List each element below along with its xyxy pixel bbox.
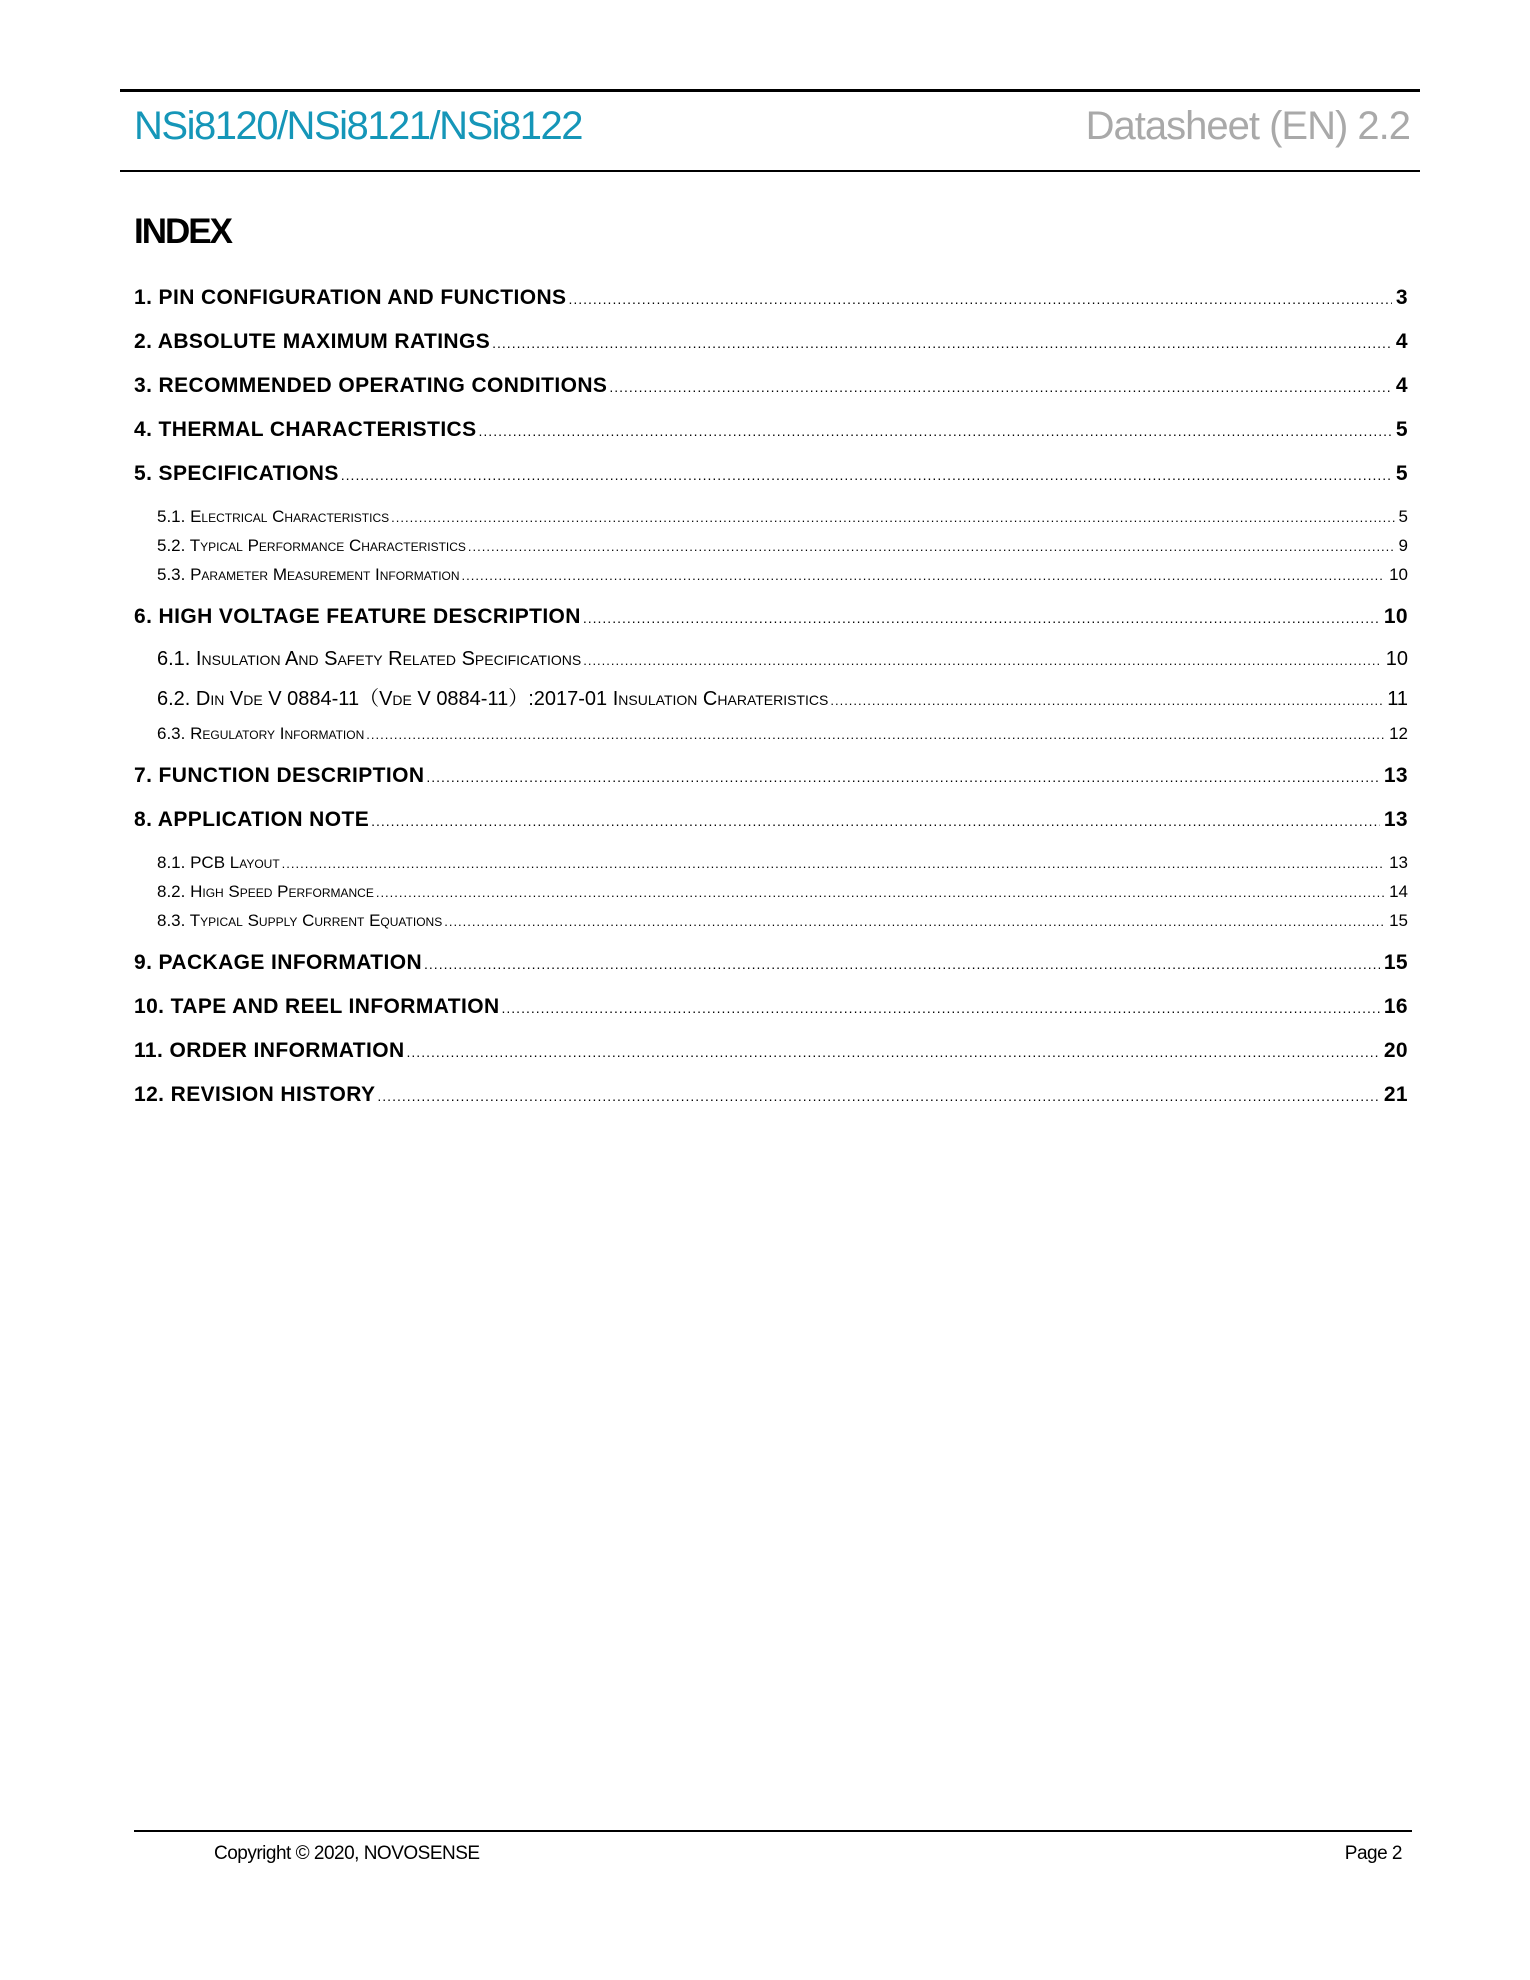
toc-entry[interactable] (134, 320, 1408, 364)
toc-leader (366, 720, 1385, 748)
toc-entry-label: 11. ORDER INFORMATION (134, 1039, 405, 1062)
toc-leader (502, 986, 1380, 1029)
toc-leader (583, 641, 1382, 679)
toc-leader (479, 409, 1392, 452)
toc-entry-label: 12. REVISION HISTORY (134, 1083, 376, 1106)
toc-subentry[interactable] (134, 679, 1408, 719)
toc-leader (568, 277, 1391, 320)
toc-subentry[interactable] (134, 531, 1408, 560)
footer-rule (134, 1830, 1412, 1832)
toc-subentry-label: 5.3. Parameter Measurement Information (157, 565, 460, 584)
toc-entry-page: 13 (1383, 764, 1408, 787)
header-bottom-rule (120, 170, 1420, 172)
toc-entry[interactable] (134, 452, 1408, 496)
toc-leader (468, 532, 1395, 560)
toc-entry-label: 1. PIN CONFIGURATION AND FUNCTIONS (134, 286, 567, 309)
toc-entry-page: 20 (1383, 1039, 1408, 1062)
toc-subentry-label: 8.2. High Speed Performance (157, 882, 374, 901)
toc-entry-page: 4 (1395, 330, 1408, 353)
toc-entry-label: 7. FUNCTION DESCRIPTION (134, 764, 425, 787)
toc-entry-label: 5. SPECIFICATIONS (134, 462, 339, 485)
toc-subentry-label: 5.1. Electrical Characteristics (157, 507, 390, 526)
toc-leader (462, 561, 1386, 589)
toc-subentry-label: 6.3. Regulatory Information (157, 724, 365, 743)
toc-subentry[interactable] (134, 877, 1408, 906)
toc-entry-page: 15 (1383, 951, 1408, 974)
toc-subentry[interactable] (134, 560, 1408, 589)
toc-subentry[interactable] (134, 906, 1408, 935)
toc-leader (492, 321, 1392, 364)
toc-leader (377, 1074, 1379, 1117)
toc-subentry[interactable] (134, 719, 1408, 748)
toc-entry-page: 21 (1383, 1083, 1408, 1106)
toc-entry-page: 13 (1383, 808, 1408, 831)
toc-entry-label: 3. RECOMMENDED OPERATING CONDITIONS (134, 374, 608, 397)
toc-subentry-page: 11 (1387, 688, 1408, 710)
toc-entry[interactable] (134, 276, 1408, 320)
toc-leader (444, 907, 1385, 935)
toc-subentry-page: 15 (1389, 911, 1408, 930)
toc-subentry-label: 6.1. Insulation And Safety Related Specifications (157, 648, 582, 670)
toc-subentry[interactable] (134, 639, 1408, 679)
toc-subentry-label: 5.2. Typical Performance Characteristics (157, 536, 466, 555)
toc-entry-label: 10. TAPE AND REEL INFORMATION (134, 995, 500, 1018)
table-of-contents (134, 276, 1408, 1117)
toc-entry[interactable] (134, 985, 1408, 1029)
toc-entry[interactable] (134, 754, 1408, 798)
toc-subentry-page: 12 (1389, 724, 1408, 743)
toc-subentry-label: 8.3. Typical Supply Current Equations (157, 911, 443, 930)
toc-leader (609, 365, 1392, 408)
toc-entry[interactable] (134, 941, 1408, 985)
toc-subentry[interactable] (134, 848, 1408, 877)
toc-subentry-label: 6.2. Din Vde V 0884-11（Vde V 0884-11）:2017-01 Insulation Charateristics (157, 688, 829, 710)
toc-subentry-page: 14 (1389, 882, 1408, 901)
toc-entry[interactable] (134, 364, 1408, 408)
copyright-notice: Copyright © 2020, NOVOSENSE (214, 1843, 480, 1864)
toc-leader (376, 878, 1385, 906)
toc-entry-page: 5 (1395, 418, 1408, 441)
document-title: NSi8120/NSi8121/NSi8122 (134, 104, 583, 148)
toc-entry-label: 4. THERMAL CHARACTERISTICS (134, 418, 477, 441)
header-top-rule (120, 89, 1420, 92)
toc-entry[interactable] (134, 408, 1408, 452)
toc-subentry-page: 10 (1385, 648, 1408, 670)
toc-entry-page: 16 (1383, 995, 1408, 1018)
toc-leader (341, 453, 1392, 496)
toc-subentry-page: 5 (1398, 507, 1408, 526)
toc-entry-label: 8. APPLICATION NOTE (134, 808, 370, 831)
toc-entry[interactable] (134, 1073, 1408, 1117)
toc-leader (282, 849, 1385, 877)
page-number: Page 2 (1344, 1843, 1402, 1864)
toc-entry-page: 5 (1395, 462, 1408, 485)
document-version: Datasheet (EN) 2.2 (1085, 104, 1410, 148)
toc-entry[interactable] (134, 1029, 1408, 1073)
toc-subentry-page: 13 (1389, 853, 1408, 872)
toc-leader (583, 596, 1380, 639)
toc-entry-label: 2. ABSOLUTE MAXIMUM RATINGS (134, 330, 491, 353)
toc-entry[interactable] (134, 798, 1408, 842)
toc-leader (407, 1030, 1380, 1073)
toc-subentry-page: 10 (1389, 565, 1408, 584)
toc-entry-label: 6. HIGH VOLTAGE FEATURE DESCRIPTION (134, 605, 581, 628)
toc-entry-label: 9. PACKAGE INFORMATION (134, 951, 423, 974)
toc-entry-page: 4 (1395, 374, 1408, 397)
toc-leader (371, 799, 1380, 842)
toc-leader (391, 503, 1394, 531)
toc-entry[interactable] (134, 595, 1408, 639)
index-heading: INDEX (134, 212, 231, 251)
toc-subentry[interactable] (134, 502, 1408, 531)
toc-subentry-label: 8.1. PCB Layout (157, 853, 280, 872)
toc-entry-page: 10 (1383, 605, 1408, 628)
toc-leader (424, 942, 1380, 985)
toc-entry-page: 3 (1395, 286, 1408, 309)
toc-leader (830, 681, 1383, 719)
toc-subentry-page: 9 (1398, 536, 1408, 555)
toc-leader (426, 755, 1379, 798)
